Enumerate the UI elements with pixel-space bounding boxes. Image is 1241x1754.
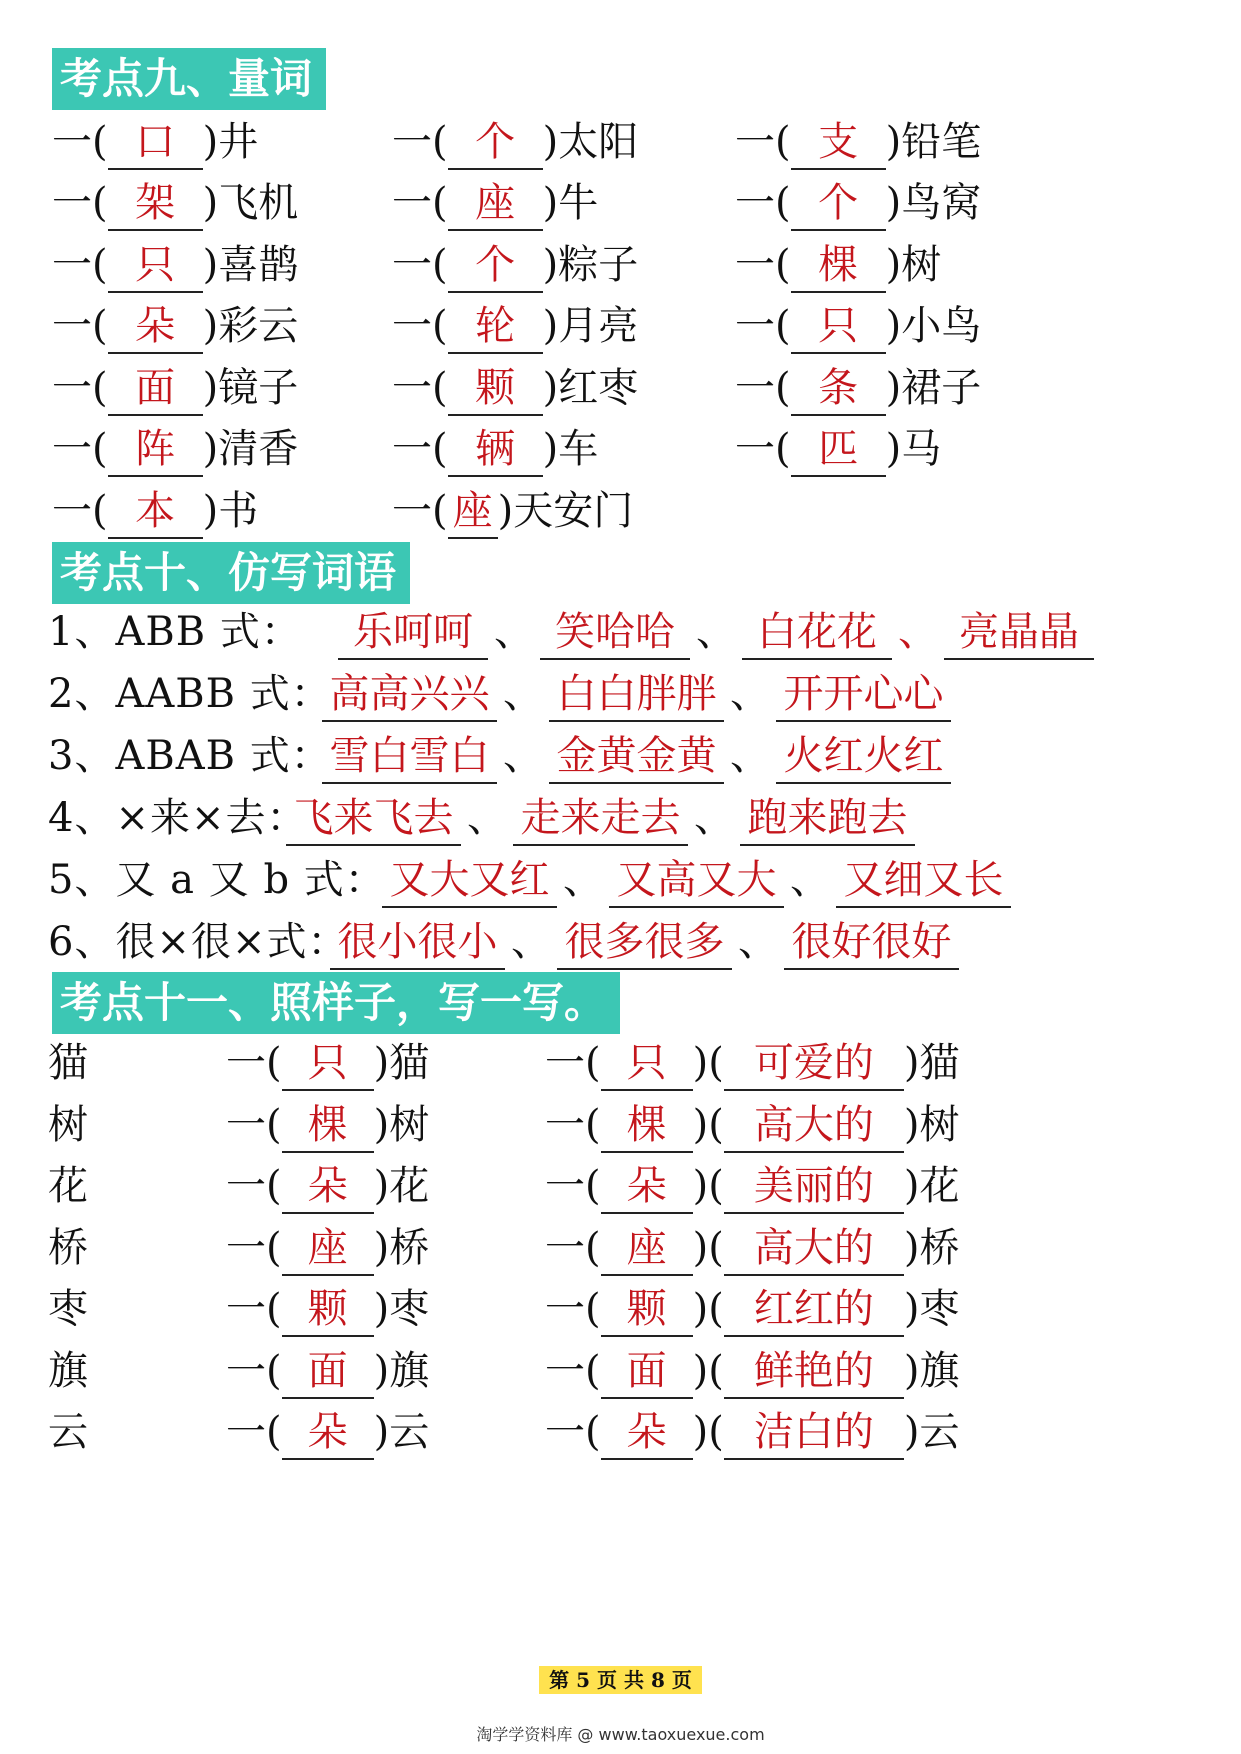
noun: 旗 [48, 1348, 88, 1394]
word-answer: 又高又大 [609, 854, 784, 908]
measure-word-answer: 颗 [448, 362, 543, 416]
item-noun: )马 [885, 426, 942, 472]
measure-word-item [392, 235, 638, 295]
noun: 枣 [48, 1286, 88, 1332]
measure-phrase [226, 1156, 429, 1216]
noun: 花 [919, 1163, 960, 1209]
item-prefix: 一( [735, 426, 791, 472]
close-paren: ) [903, 1409, 920, 1455]
measure-phrase [226, 1402, 429, 1462]
adjective-answer: 可爱的 [724, 1037, 904, 1091]
measure-word-answer: 颗 [282, 1283, 374, 1337]
prefix: 一( [545, 1348, 601, 1394]
item-prefix: 一( [392, 242, 448, 288]
measure-word-item [392, 173, 598, 233]
item-noun: )树 [885, 242, 942, 288]
item-prefix: 一( [52, 426, 108, 472]
item-noun: )红枣 [542, 365, 639, 411]
word-answer: 很多很多 [557, 916, 732, 970]
measure-word-item [392, 358, 638, 418]
word-answer: 高高兴兴 [322, 668, 497, 722]
item-noun: )天安门 [497, 488, 634, 534]
word-answer: 白花花 [742, 606, 892, 660]
close-paren: ) [373, 1163, 390, 1209]
measure-word-answer: 面 [282, 1345, 374, 1399]
adjective-answer: 洁白的 [724, 1406, 904, 1460]
section9-title: 考点九、量词 [52, 48, 326, 110]
pattern-label: 5、又 a 又 b 式： [48, 857, 386, 903]
word-answer: 乐呵呵 [338, 606, 488, 660]
measure-word-item [735, 296, 981, 356]
prefix: 一( [545, 1225, 601, 1271]
measure-word-answer: 条 [791, 362, 886, 416]
measure-word-answer: 辆 [448, 423, 543, 477]
measure-word-answer: 朵 [282, 1406, 374, 1460]
prefix: 一( [226, 1286, 282, 1332]
measure-word-item [392, 419, 598, 479]
measure-word-answer: 口 [108, 116, 203, 170]
measure-word-item [52, 173, 298, 233]
section10-title: 考点十、仿写词语 [52, 542, 410, 604]
word-answer: 跑来跑去 [740, 792, 915, 846]
word-answer: 飞来飞去 [286, 792, 461, 846]
measure-word-item [735, 235, 941, 295]
item-prefix: 一( [392, 119, 448, 165]
measure-word-answer: 棵 [282, 1099, 374, 1153]
measure-phrase [226, 1095, 429, 1155]
measure-word-item [392, 481, 633, 541]
noun: 树 [48, 1102, 88, 1148]
item-noun: )书 [202, 488, 259, 534]
measure-word-item [735, 173, 981, 233]
pattern-label: 2、AABB 式： [48, 671, 332, 717]
word-answer: 很好很好 [784, 916, 959, 970]
measure-word-answer: 只 [108, 239, 203, 293]
item-noun: )月亮 [542, 303, 639, 349]
measure-word-answer: 只 [791, 300, 886, 354]
item-prefix: 一( [392, 180, 448, 226]
item-prefix: 一( [735, 365, 791, 411]
item-noun: )铅笔 [885, 119, 982, 165]
adjective-answer: 美丽的 [724, 1160, 904, 1214]
item-prefix: 一( [735, 242, 791, 288]
measure-word-answer: 面 [601, 1345, 693, 1399]
measure-word-answer: 面 [108, 362, 203, 416]
measure-word-answer: 朵 [601, 1160, 693, 1214]
measure-word-item [735, 358, 981, 418]
item-noun: )裙子 [885, 365, 982, 411]
measure-word-answer: 只 [282, 1037, 374, 1091]
measure-word-answer: 个 [791, 177, 886, 231]
noun: 旗 [919, 1348, 960, 1394]
word-answer: 又细又长 [836, 854, 1011, 908]
item-prefix: 一( [735, 119, 791, 165]
measure-word-item [52, 419, 298, 479]
item-noun: )小鸟 [885, 303, 982, 349]
item-prefix: 一( [735, 303, 791, 349]
pattern-answers [338, 602, 1094, 662]
prefix: 一( [545, 1286, 601, 1332]
separator: 、 [494, 609, 534, 655]
measure-word-answer: 轮 [448, 300, 543, 354]
close-paren: ) [903, 1348, 920, 1394]
measure-word-item [735, 112, 981, 172]
prefix: 一( [545, 1102, 601, 1148]
item-prefix: 一( [52, 303, 108, 349]
close-paren: ) [373, 1040, 390, 1086]
measure-word-item [392, 112, 638, 172]
item-prefix: 一( [52, 242, 108, 288]
item-noun: )飞机 [202, 180, 299, 226]
measure-word-item [52, 235, 298, 295]
separator: 、 [503, 671, 543, 717]
measure-word-answer: 颗 [601, 1283, 693, 1337]
item-prefix: 一( [392, 488, 448, 534]
section11-title: 考点十一、照样子，写一写。 [52, 972, 620, 1034]
measure-word-answer: 座 [601, 1222, 693, 1276]
word-answer: 亮晶晶 [944, 606, 1094, 660]
item-noun: )彩云 [202, 303, 299, 349]
prefix: 一( [226, 1225, 282, 1271]
close-paren: ) [373, 1409, 390, 1455]
pattern-label: 3、ABAB 式： [48, 733, 332, 779]
measure-phrase [226, 1218, 429, 1278]
prefix: 一( [226, 1163, 282, 1209]
close-paren: ) [373, 1225, 390, 1271]
measure-word-answer: 阵 [108, 423, 203, 477]
item-prefix: 一( [735, 180, 791, 226]
item-prefix: 一( [52, 180, 108, 226]
separator: 、 [563, 857, 603, 903]
noun: 云 [919, 1409, 960, 1455]
watermark: 淘学学资料库 @ www.taoxuexue.com [476, 1725, 765, 1744]
measure-phrase [226, 1279, 429, 1339]
word-answer: 笑哈哈 [540, 606, 690, 660]
noun: 猫 [919, 1040, 960, 1086]
measure-word-answer: 棵 [791, 239, 886, 293]
close-paren: ) [903, 1040, 920, 1086]
noun: 桥 [389, 1225, 430, 1271]
separator: 、 [738, 919, 778, 965]
noun: 云 [48, 1409, 88, 1455]
item-prefix: 一( [392, 426, 448, 472]
item-noun: )喜鹊 [202, 242, 299, 288]
adjective-phrase [545, 1033, 959, 1093]
paren: )( [692, 1225, 724, 1271]
measure-word-answer: 朵 [108, 300, 203, 354]
measure-word-answer: 座 [448, 485, 498, 539]
noun: 云 [389, 1409, 430, 1455]
separator: 、 [694, 795, 734, 841]
prefix: 一( [545, 1409, 601, 1455]
pattern-answers [286, 788, 915, 848]
separator: 、 [730, 733, 770, 779]
prefix: 一( [226, 1348, 282, 1394]
item-noun: )鸟窝 [885, 180, 982, 226]
pattern-label: 4、×来×去： [48, 795, 308, 841]
adjective-answer: 高大的 [724, 1222, 904, 1276]
measure-word-answer: 座 [448, 177, 543, 231]
separator: 、 [730, 671, 770, 717]
measure-word-answer: 朵 [282, 1160, 374, 1214]
adjective-answer: 红红的 [724, 1283, 904, 1337]
measure-phrase [226, 1033, 429, 1093]
measure-word-answer: 支 [791, 116, 886, 170]
word-answer: 火红火红 [776, 730, 951, 784]
adjective-phrase [545, 1341, 959, 1401]
measure-word-answer: 架 [108, 177, 203, 231]
item-noun: )车 [542, 426, 599, 472]
page-number [0, 1664, 1241, 1693]
close-paren: ) [373, 1348, 390, 1394]
paren: )( [692, 1348, 724, 1394]
word-answer: 白白胖胖 [549, 668, 724, 722]
item-prefix: 一( [392, 365, 448, 411]
measure-phrase [226, 1341, 429, 1401]
pattern-answers [382, 850, 1011, 910]
separator: 、 [790, 857, 830, 903]
close-paren: ) [903, 1102, 920, 1148]
noun: 树 [389, 1102, 430, 1148]
word-answer: 开开心心 [776, 668, 951, 722]
adjective-answer: 高大的 [724, 1099, 904, 1153]
measure-word-item [735, 419, 941, 479]
item-noun: )牛 [542, 180, 599, 226]
close-paren: ) [903, 1163, 920, 1209]
pattern-answers [322, 726, 951, 786]
separator: 、 [898, 609, 938, 655]
page-number-text: 第 5 页 共 8 页 [539, 1666, 702, 1694]
pattern-label: 1、ABB 式： [48, 609, 302, 655]
paren: )( [692, 1163, 724, 1209]
item-noun: )清香 [202, 426, 299, 472]
paren: )( [692, 1040, 724, 1086]
noun: 花 [389, 1163, 430, 1209]
measure-word-answer: 棵 [601, 1099, 693, 1153]
measure-word-item [52, 296, 298, 356]
word-answer: 雪白雪白 [322, 730, 497, 784]
noun: 桥 [919, 1225, 960, 1271]
noun: 猫 [389, 1040, 430, 1086]
item-noun: )粽子 [542, 242, 639, 288]
measure-word-item [52, 481, 258, 541]
measure-word-answer: 座 [282, 1222, 374, 1276]
item-noun: )太阳 [542, 119, 639, 165]
adjective-phrase [545, 1402, 959, 1462]
noun: 花 [48, 1163, 88, 1209]
adjective-phrase [545, 1279, 959, 1339]
noun: 旗 [389, 1348, 430, 1394]
item-prefix: 一( [52, 365, 108, 411]
noun: 枣 [389, 1286, 430, 1332]
pattern-answers [330, 912, 959, 972]
adjective-answer: 鲜艳的 [724, 1345, 904, 1399]
measure-word-answer: 个 [448, 239, 543, 293]
paren: )( [692, 1409, 724, 1455]
pattern-answers [322, 664, 951, 724]
word-answer: 又大又红 [382, 854, 557, 908]
prefix: 一( [226, 1040, 282, 1086]
measure-word-answer: 匹 [791, 423, 886, 477]
item-prefix: 一( [52, 488, 108, 534]
adjective-phrase [545, 1218, 959, 1278]
noun: 枣 [919, 1286, 960, 1332]
prefix: 一( [226, 1409, 282, 1455]
measure-word-answer: 本 [108, 485, 203, 539]
measure-word-answer: 朵 [601, 1406, 693, 1460]
paren: )( [692, 1286, 724, 1332]
noun: 猫 [48, 1040, 88, 1086]
measure-word-item [52, 358, 298, 418]
item-noun: )井 [202, 119, 259, 165]
close-paren: ) [373, 1102, 390, 1148]
adjective-phrase [545, 1095, 959, 1155]
paren: )( [692, 1102, 724, 1148]
noun: 桥 [48, 1225, 88, 1271]
separator: 、 [503, 733, 543, 779]
separator: 、 [511, 919, 551, 965]
adjective-phrase [545, 1156, 959, 1216]
item-noun: )镜子 [202, 365, 299, 411]
measure-word-answer: 只 [601, 1037, 693, 1091]
prefix: 一( [545, 1163, 601, 1209]
separator: 、 [467, 795, 507, 841]
measure-word-item [392, 296, 638, 356]
item-prefix: 一( [392, 303, 448, 349]
word-answer: 走来走去 [513, 792, 688, 846]
close-paren: ) [373, 1286, 390, 1332]
measure-word-item [52, 112, 258, 172]
separator: 、 [696, 609, 736, 655]
prefix: 一( [545, 1040, 601, 1086]
close-paren: ) [903, 1225, 920, 1271]
item-prefix: 一( [52, 119, 108, 165]
pattern-label: 6、很×很×式： [48, 919, 349, 965]
prefix: 一( [226, 1102, 282, 1148]
measure-word-answer: 个 [448, 116, 543, 170]
word-answer: 很小很小 [330, 916, 505, 970]
word-answer: 金黄金黄 [549, 730, 724, 784]
noun: 树 [919, 1102, 960, 1148]
close-paren: ) [903, 1286, 920, 1332]
